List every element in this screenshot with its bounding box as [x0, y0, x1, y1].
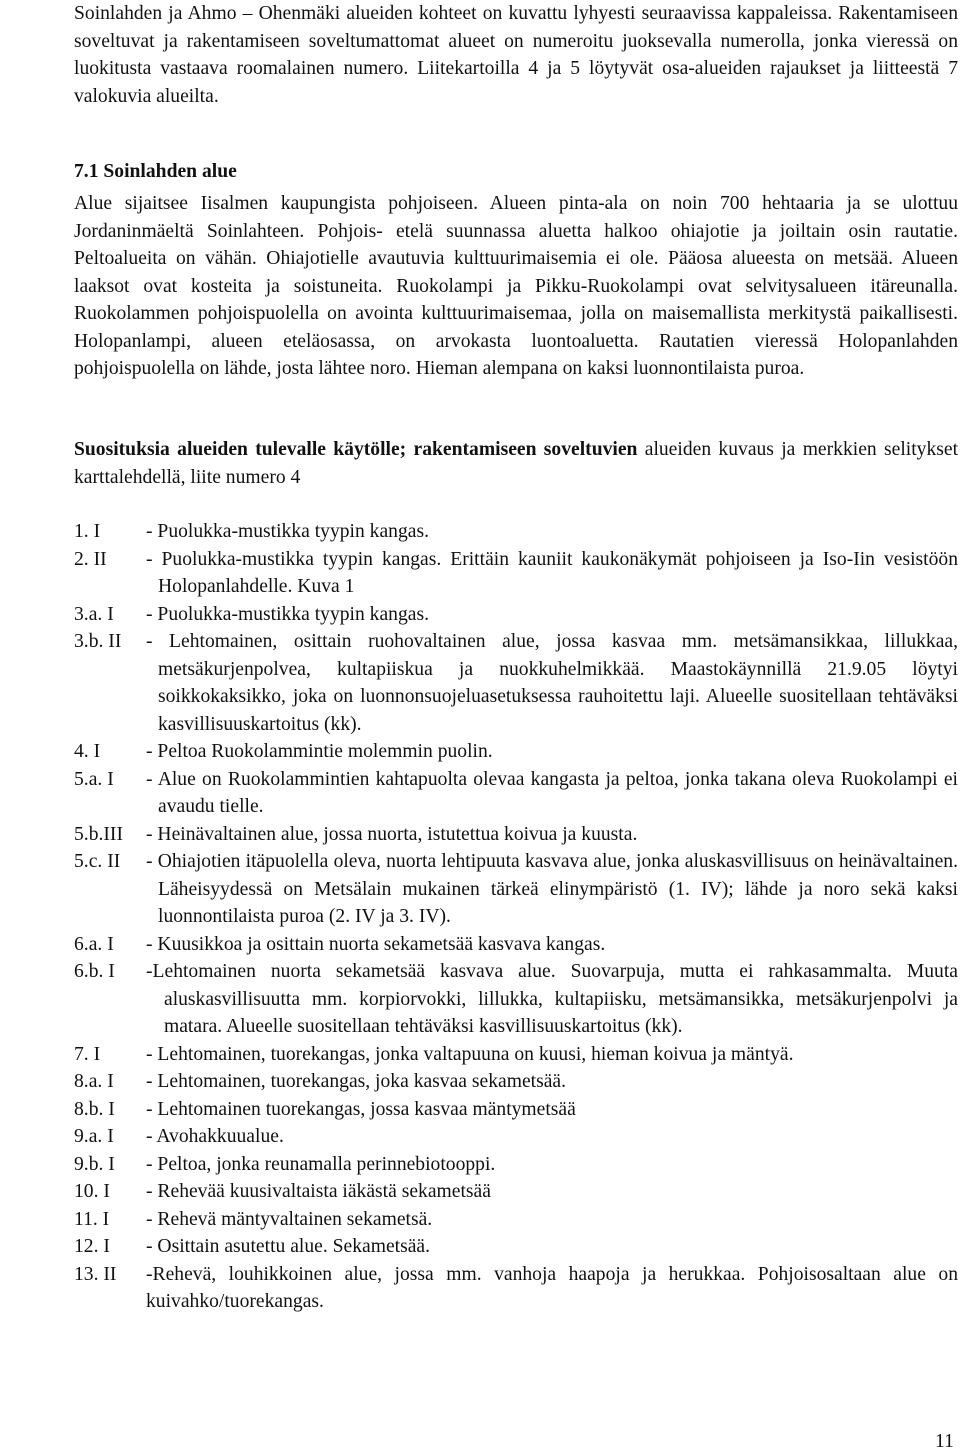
item-text: - Alue on Ruokolammintien kahtapuolta olevaa kangasta ja peltoa, jonka takana oleva Ruokolampi ei avaudu tielle.: [146, 768, 958, 817]
item-text: - Puolukka-mustikka tyypin kangas.: [146, 521, 429, 542]
item-number: 5.c. II: [74, 851, 121, 872]
list-item: [74, 1261, 958, 1316]
list-item: [74, 1068, 958, 1096]
list-item: [74, 1233, 958, 1261]
item-text: -Lehtomainen nuorta sekametsää kasvava alue. Suovarpuja, mutta ei rahkasammalta. Muuta aluskasvillisuutta mm. korpiorvokki, lillukka, kultapiisku, metsämansikka, metsäkurjenpolvi ja matara. Alueelle suositellaan tehtäväksi kasvillisuuskartoitus (kk).: [146, 961, 958, 1037]
item-text: - Peltoa Ruokolammintie molemmin puolin.: [146, 741, 493, 762]
list-item: [74, 1178, 958, 1206]
item-number: 3.a. I: [74, 603, 114, 625]
item-text: - Puolukka-mustikka tyypin kangas.: [146, 603, 429, 625]
item-text: -Rehevä, louhikkoinen alue, jossa mm. vanhoja haapoja ja herukkaa. Pohjoisosaltaan alue on kuivahko/tuorekangas.: [146, 1263, 958, 1312]
list-item: [74, 848, 958, 931]
item-number: 13. II: [74, 1263, 117, 1285]
item-number: 8.a. I: [74, 1071, 114, 1092]
list-item: [74, 1041, 958, 1069]
item-number: 5.a. I: [74, 768, 114, 790]
item-number: 3.b. II: [74, 631, 122, 652]
item-text: - Heinävaltainen alue, jossa nuorta, istutettua koivua ja kuusta.: [146, 823, 638, 845]
list-item: [74, 931, 958, 959]
document-page: [74, 0, 959, 1312]
item-number: 10. I: [74, 1181, 110, 1202]
item-text: - Puolukka-mustikka tyypin kangas. Erittäin kauniit kaukonäkymät pohjoiseen ja Iso-Iin vesistöön Holopanlahdelle. Kuva 1: [146, 548, 958, 597]
recommendations-heading: [74, 436, 958, 491]
recommendations-normal-text: alueiden kuvaus ja merkkien selitykset karttalehdellä, liite numero 4: [74, 439, 959, 488]
item-number: 4. I: [74, 741, 101, 762]
intro-paragraph: Soinlahden ja Ahmo – Ohenmäki alueiden kohteet on kuvattu lyhyesti seuraavissa kappaleissa. Rakentamiseen soveltuvat ja rakentamiseen soveltumattomat alueet on numeroitu juoksevalla numerolla, jonka vieressä on luokitusta vastaava roomalainen numero. Liitekartoilla 4 ja 5 löytyvät osa-alueiden rajaukset ja liitteestä 7 valokuvia alueilta.: [74, 3, 958, 107]
list-item: [74, 738, 958, 766]
item-number: 9.a. I: [74, 1126, 114, 1147]
list-item: [74, 546, 958, 601]
list-item: [74, 628, 958, 738]
item-text: - Kuusikkoa ja osittain nuorta sekametsää kasvava kangas.: [146, 933, 606, 955]
item-number: 1. I: [74, 521, 101, 542]
section-paragraph: Alue sijaitsee Iisalmen kaupungista pohjoiseen. Alueen pinta-ala on noin 700 hehtaaria ja se ulottuu Jordaninmäeltä Soinlahteen. Pohjois- etelä suunnassa aluetta halkoo ohiajotie ja joiltain osin rautatie. Peltoalueita on vähän. Ohiajotielle avautuvia kulttuurimaisemia ei ole. Pääosa alueesta on metsää. Alueen laaksot ovat kosteita ja soistuneita. Ruokolampi ja Pikku-Ruokolampi ovat selvitysalueen itäreunalla. Ruokolammen pohjoispuolella on avointa kulttuurimaisemaa, jolla on maisemallista merkitystä paikallisesti. Holopanlampi, alueen eteläosassa, on arvokasta luontoaluetta. Rautatien vieressä Holopanlahden pohjoispuolella on lähde, josta lähtee noro. Hieman alempana on kaksi luonnontilaista puroa.: [74, 193, 958, 379]
item-text: - Rehevää kuusivaltaista iäkästä sekametsää: [146, 1181, 491, 1202]
list-item: [74, 958, 958, 1041]
item-number: 12. I: [74, 1236, 110, 1257]
item-number: 6.a. I: [74, 933, 114, 955]
item-text: - Lehtomainen, tuorekangas, jonka valtapuuna on kuusi, hieman koivua ja mäntyä.: [146, 1043, 794, 1065]
item-number: 5.b.III: [74, 823, 123, 845]
item-number: 7. I: [74, 1043, 101, 1065]
item-number: 2. II: [74, 548, 107, 570]
item-text: - Ohiajotien itäpuolella oleva, nuorta lehtipuuta kasvava alue, jonka aluskasvillisuus on heinävaltainen. Läheisyydessä on Metsälain mukainen tärkeä elinympäristö (1. IV); lähde ja noro sekä kaksi luonnontilaista puroa (2. IV ja 3. IV).: [146, 851, 958, 927]
list-item: [74, 518, 958, 546]
item-number: 6.b. I: [74, 961, 115, 982]
item-text: - Avohakkuualue.: [146, 1126, 284, 1147]
list-item: [74, 1151, 958, 1179]
list-item: [74, 766, 958, 821]
item-text: - Osittain asutettu alue. Sekametsää.: [146, 1236, 431, 1257]
item-number: 9.b. I: [74, 1153, 115, 1175]
list-item: [74, 821, 958, 849]
list-item: [74, 1206, 958, 1234]
list-item: [74, 601, 958, 629]
page-number: 11: [935, 1431, 954, 1452]
item-number: 8.b. I: [74, 1098, 115, 1120]
item-text: - Peltoa, jonka reunamalla perinnebiotooppi.: [146, 1153, 496, 1175]
item-number: 11. I: [74, 1208, 110, 1230]
section-heading: 7.1 Soinlahden alue: [74, 161, 237, 182]
list-item: [74, 1123, 958, 1151]
item-text: - Rehevä mäntyvaltainen sekametsä.: [146, 1208, 433, 1230]
area-list: [74, 518, 958, 1316]
item-text: - Lehtomainen tuorekangas, jossa kasvaa mäntymetsää: [146, 1098, 576, 1120]
item-text: - Lehtomainen, osittain ruohovaltainen alue, jossa kasvaa mm. metsämansikkaa, lillukkaa, metsäkurjenpolvea, kultapiiskua ja nuokkuhelmikkää. Maastokäynnillä 21.9.05 löytyi soikkokaksikko, joka on luonnonsuojeluasetuksessa rauhoitettu laji. Alueelle suositellaan tehtäväksi kasvillisuuskartoitus (kk).: [146, 631, 958, 735]
item-text: - Lehtomainen, tuorekangas, joka kasvaa sekametsää.: [146, 1071, 567, 1092]
recommendations-bold-text: Suosituksia alueiden tulevalle käytölle; rakentamiseen soveltuvien: [74, 439, 638, 460]
list-item: [74, 1096, 958, 1124]
